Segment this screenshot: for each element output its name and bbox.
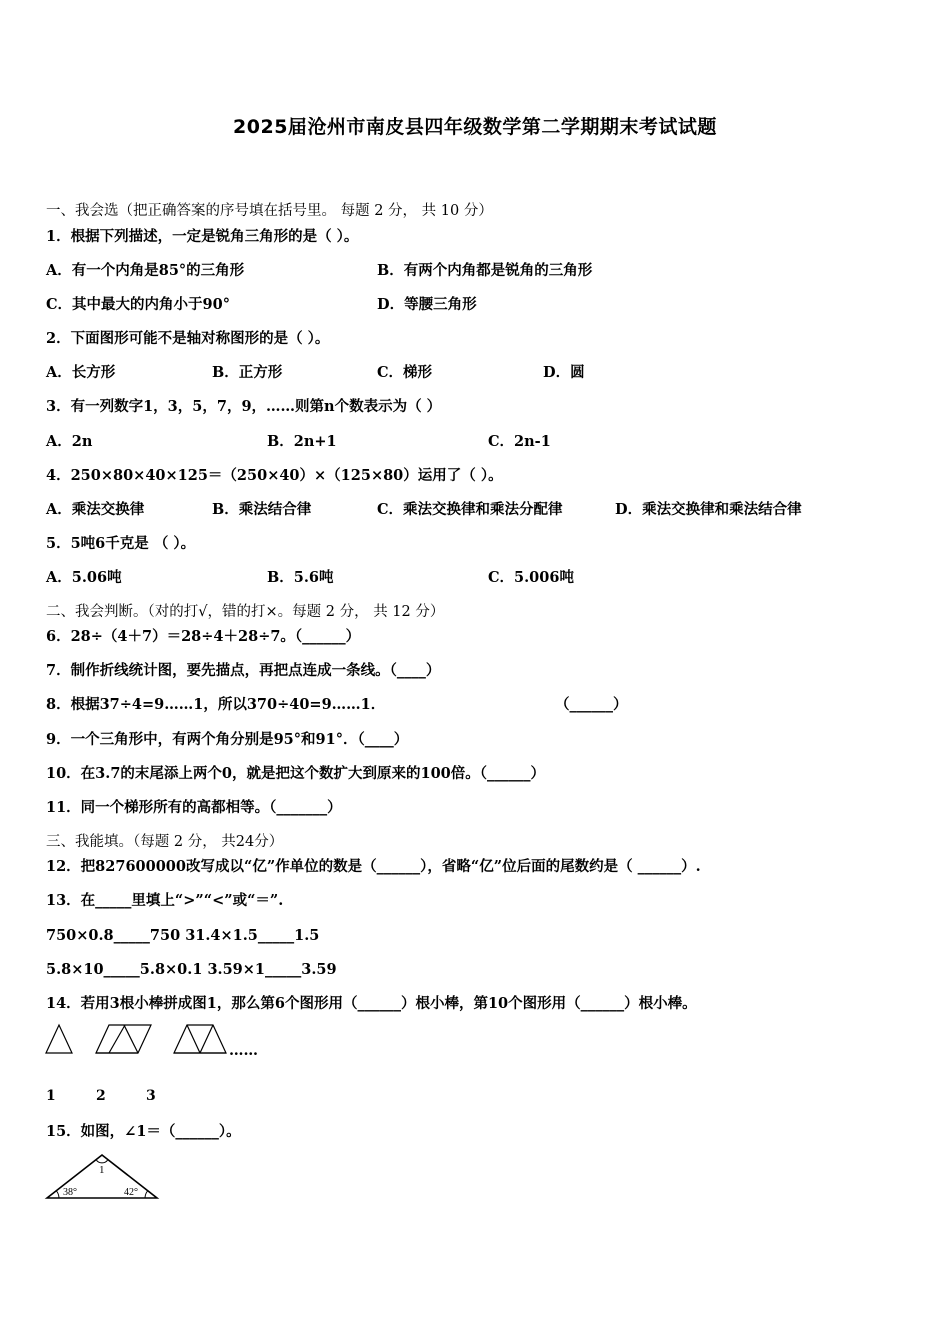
q14-matchstick-figure [44,1022,234,1056]
angle-38-label: 38° [63,1187,77,1198]
q3-option-b: B．2n+1 [267,433,337,450]
q8-answer-blank: （______） [555,696,628,713]
question-10: 10．在3.7的末尾添上两个0，就是把这个数扩大到原来的100倍。（______） [46,765,546,782]
question-9: 9．一个三角形中，有两个角分别是95°和91°．（____） [46,731,409,748]
question-14: 14．若用3根小棒拼成图1，那么第6个图形用（______）根小棒，第10个图形用（______）根小棒。 [46,995,697,1012]
q14-ellipsis: …… [229,1042,258,1059]
question-2: 2．下面图形可能不是轴对称图形的是（ ）。 [46,330,330,347]
section-2-header: 二、我会判断。（对的打√，错的打×。每题 2 分， 共 12 分） [46,604,445,620]
q5-option-a: A．5.06吨 [46,569,122,586]
q4-option-a: A．乘法交换律 [46,501,145,518]
q14-figure-label-1: 1 [46,1088,56,1104]
q2-option-a: A．长方形 [46,364,116,381]
angle-1-label: 1 [99,1164,105,1176]
question-6: 6．28÷（4＋7）＝28÷4＋28÷7。（______） [46,628,361,645]
q2-option-b: B．正方形 [212,364,283,381]
section-1-header: 一、我会选（把正确答案的序号填在括号里。 每题 2 分， 共 10 分） [46,203,493,219]
question-11: 11．同一个梯形所有的高都相等。（_______） [46,799,342,816]
q1-option-c: C．其中最大的内角小于90° [46,296,230,313]
q5-option-b: B．5.6吨 [267,569,334,586]
question-5: 5．5吨6千克是 （ ）。 [46,535,196,552]
question-13: 13．在_____里填上“>”“<”或“＝”. [46,892,284,909]
q1-option-d: D．等腰三角形 [377,296,477,313]
q4-option-c: C．乘法交换律和乘法分配律 [377,501,563,518]
q14-figure-label-2: 2 [96,1088,106,1104]
q3-option-a: A．2n [46,433,93,450]
q13-row-1: 750×0.8_____750 31.4×1.5_____1.5 [46,927,320,944]
q2-option-d: D．圆 [543,364,585,381]
question-15: 15．如图，∠1＝（______）。 [46,1123,241,1140]
q1-option-b: B．有两个内角都是锐角的三角形 [377,262,593,279]
q13-row-2: 5.8×10_____5.8×0.1 3.59×1_____3.59 [46,961,337,978]
question-8: 8．根据37÷4=9……1，所以370÷40=9……1． [46,696,386,713]
question-3: 3．有一列数字1，3，5，7，9，……则第n个数表示为（ ） [46,398,442,415]
q4-option-b: B．乘法结合律 [212,501,312,518]
q1-option-a: A．有一个内角是85°的三角形 [46,262,245,279]
angle-42-label: 42° [124,1187,138,1198]
question-1: 1．根据下列描述，一定是锐角三角形的是（ ）。 [46,228,359,245]
section-3-header: 三、我能填。（每题 2 分， 共24分） [46,834,284,850]
page-title: 2025届沧州市南皮县四年级数学第二学期期末考试试题 [233,116,717,138]
q14-figure-label-3: 3 [146,1088,156,1104]
q15-triangle-figure [44,1152,160,1200]
q3-option-c: C．2n-1 [488,433,551,450]
q5-option-c: C．5.006吨 [488,569,574,586]
q4-option-d: D．乘法交换律和乘法结合律 [615,501,802,518]
question-7: 7．制作折线统计图，要先描点，再把点连成一条线。（____） [46,662,441,679]
question-4: 4．250×80×40×125＝（250×40）×（125×80）运用了（ ）。 [46,467,503,484]
question-12: 12．把827600000改写成以“亿”作单位的数是（______），省略“亿”位后面的尾数约是（ ______）. [46,858,701,875]
q2-option-c: C．梯形 [377,364,433,381]
